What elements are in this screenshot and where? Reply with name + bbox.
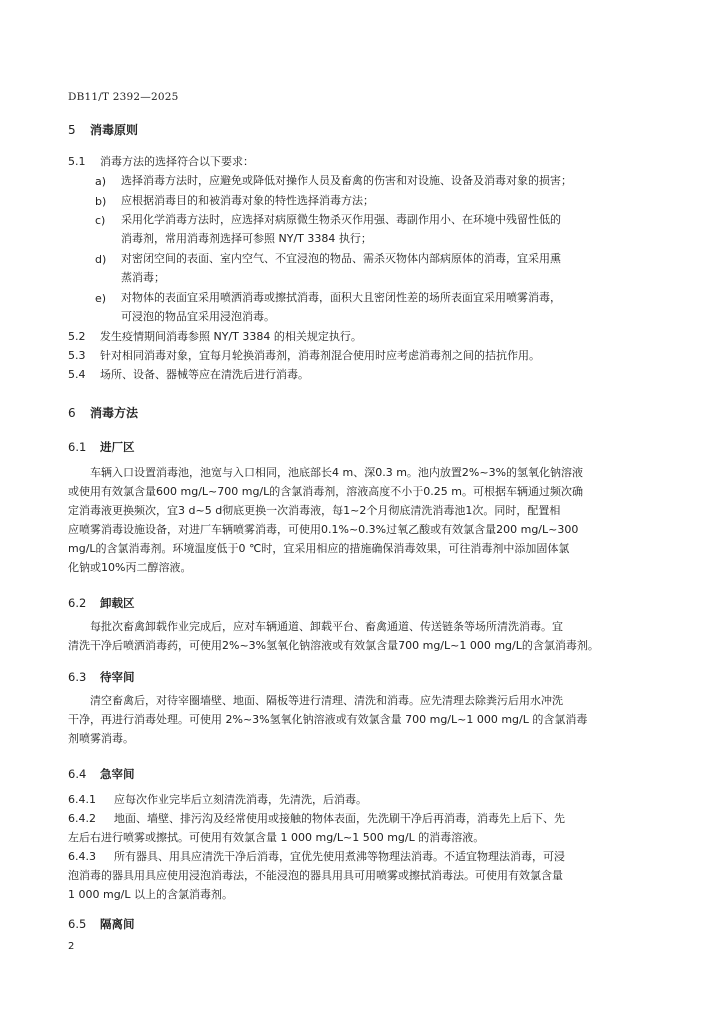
section-number: 5 (68, 123, 76, 137)
clause-5-3 (68, 349, 540, 363)
paragraph-6-1-line-4: 应喷雾消毒设施设备，对进厂车辆喷雾消毒，可使用0.1%~0.3%过氧乙酸或有效氯含量200 mg/L~300 (68, 523, 579, 536)
section-5-heading (68, 121, 138, 138)
list-marker-a: a) (95, 175, 107, 188)
paragraph-6-1-line-3: 定消毒液更换频次，宜3 d~5 d彻底更换一次消毒液，每1~2个月彻底清洗消毒池1次。同时，配置相 (68, 504, 561, 517)
paragraph-6-3-line-3: 剂喷雾消毒。 (68, 732, 134, 745)
clause-6-4-3-line-3: 1 000 mg/L 以上的含氯消毒剂。 (68, 888, 234, 901)
list-item-e-line-1: 对物体的表面宜采用喷洒消毒或擦拭消毒，面积大且密闭性差的场所表面宜采用喷雾消毒， (121, 291, 561, 304)
clause-5-2 (68, 330, 362, 344)
section-title: 消毒原则 (90, 123, 139, 137)
subsection-title: 隔离间 (100, 917, 135, 931)
paragraph-6-1-line-6: 化钠或10%丙二醇溶液。 (68, 561, 192, 574)
subsection-title: 待宰间 (100, 670, 135, 684)
clause-text: 针对相同消毒对象，宜每月轮换消毒剂，消毒剂混合使用时应考虑消毒剂之间的拮抗作用。 (100, 349, 540, 362)
clause-6-4-3 (68, 850, 565, 864)
list-item-d-line-2: 蒸消毒； (121, 271, 165, 284)
subsection-title: 进厂区 (100, 440, 135, 454)
list-item-b-line-1: 应根据消毒目的和被消毒对象的特性选择消毒方法； (121, 194, 374, 207)
list-item-c-line-1: 采用化学消毒方法时，应选择对病原微生物杀灭作用强、毒副作用小、在环境中残留性低的 (121, 213, 561, 226)
paragraph-6-3-line-1: 清空畜禽后，对待宰圈墙壁、地面、隔板等进行清理、清洗和消毒。应先清理去除粪污后用水冲洗 (90, 694, 563, 707)
paragraph-6-2-line-1: 每批次畜禽卸载作业完成后，应对车辆通道、卸载平台、畜禽通道、传送链条等场所清洗消毒。宜 (90, 620, 563, 633)
subsection-number: 6.3 (68, 670, 87, 684)
page-number: 2 (68, 941, 75, 952)
section-6-heading (68, 404, 138, 421)
clause-text-line-1: 所有器具、用具应清洗干净后消毒，宜优先使用煮沸等物理法消毒。不适宜物理法消毒，可浸 (114, 850, 565, 863)
subsection-6-3-heading (68, 669, 135, 685)
list-item-c-line-2: 消毒剂，常用消毒剂选择可参照 NY/T 3384 执行； (121, 232, 372, 245)
clause-text: 消毒方法的选择符合以下要求： (100, 155, 254, 168)
clause-number: 5.2 (68, 330, 86, 343)
clause-6-4-1 (68, 793, 367, 807)
list-marker-c: c) (95, 214, 106, 227)
list-marker-b: b) (95, 195, 107, 208)
clause-text: 应每次作业完毕后立刻清洗消毒，先清洗，后消毒。 (114, 793, 367, 806)
clause-number: 5.1 (68, 155, 86, 168)
paragraph-6-3-line-2: 干净，再进行消毒处理。可使用 2%~3%氢氧化钠溶液或有效氯含量 700 mg/L~1 000 mg/L 的含氯消毒 (68, 713, 588, 726)
paragraph-6-1-line-2: 或使用有效氯含量600 mg/L~700 mg/L的含氯消毒剂，溶液高度不小于0.25 m。可根据车辆通过频次确 (68, 485, 583, 498)
subsection-6-4-heading (68, 766, 135, 782)
clause-number: 5.3 (68, 349, 86, 362)
list-item-a-line-1: 选择消毒方法时，应避免或降低对操作人员及畜禽的伤害和对设施、设备及消毒对象的损害； (121, 174, 572, 187)
paragraph-6-2-line-2: 清洗干净后喷洒消毒药，可使用2%~3%氢氧化钠溶液或有效氯含量700 mg/L~1 000 mg/L的含氯消毒剂。 (68, 639, 599, 652)
clause-6-4-2 (68, 812, 565, 826)
subsection-6-5-heading (68, 916, 135, 932)
subsection-number: 6.2 (68, 596, 87, 610)
section-number: 6 (68, 406, 76, 420)
list-item-e-line-2: 可浸泡的物品宜采用浸泡消毒。 (121, 310, 275, 323)
clause-number: 6.4.1 (68, 793, 96, 806)
subsection-number: 6.5 (68, 917, 87, 931)
clause-number: 6.4.2 (68, 812, 96, 825)
clause-5-4 (68, 368, 309, 382)
section-title: 消毒方法 (90, 406, 139, 420)
list-item-d-line-1: 对密闭空间的表面、室内空气、不宜浸泡的物品、需杀灭物体内部病原体的消毒，宜采用熏 (121, 252, 561, 265)
clause-number: 6.4.3 (68, 850, 96, 863)
subsection-title: 急宰间 (100, 767, 135, 781)
clause-6-4-3-line-2: 泡消毒的器具用具应使用浸泡消毒法，不能浸泡的器具用具可用喷雾或擦拭消毒法。可使用有效氯含量 (68, 869, 563, 882)
paragraph-6-1-line-5: mg/L的含氯消毒剂。环境温度低于0 ℃时，宜采用相应的措施确保消毒效果，可往消毒剂中添加固体氯 (68, 542, 570, 555)
clause-number: 5.4 (68, 368, 86, 381)
subsection-number: 6.1 (68, 440, 87, 454)
paragraph-6-1-line-1: 车辆入口设置消毒池，池宽与入口相同，池底部长4 m、深0.3 m。池内放置2%~3%的氢氧化钠溶液 (90, 466, 584, 479)
clause-text: 场所、设备、器械等应在清洗后进行消毒。 (100, 368, 309, 381)
subsection-6-2-heading (68, 595, 135, 611)
clause-6-4-2-line-2: 左后右进行喷雾或擦拭。可使用有效氯含量 1 000 mg/L~1 500 mg/L 的消毒溶液。 (68, 831, 485, 844)
list-marker-d: d) (95, 253, 107, 266)
clause-text: 发生疫情期间消毒参照 NY/T 3384 的相关规定执行。 (100, 330, 362, 343)
list-marker-e: e) (95, 292, 107, 305)
clause-5-1 (68, 155, 254, 169)
subsection-6-1-heading (68, 439, 135, 455)
subsection-title: 卸载区 (100, 596, 135, 610)
subsection-number: 6.4 (68, 767, 87, 781)
standard-id-header: DB11/T 2392—2025 (68, 91, 179, 103)
clause-text-line-1: 地面、墙壁、排污沟及经常使用或接触的物体表面，先洗刷干净后再消毒，消毒先上后下、先 (114, 812, 565, 825)
